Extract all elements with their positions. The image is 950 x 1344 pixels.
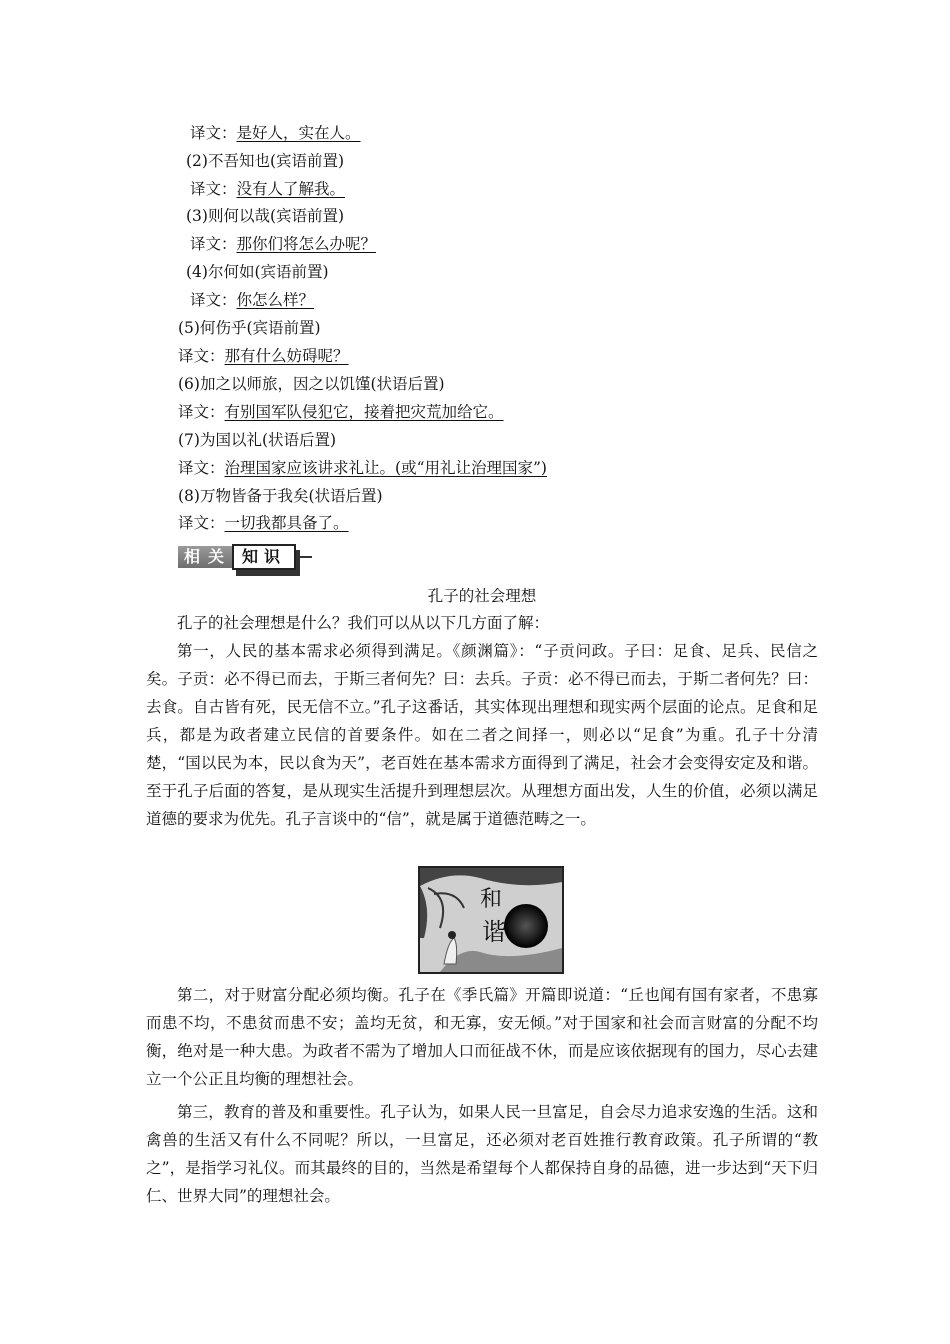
- translation-label: 译文：: [178, 347, 225, 365]
- harmony-char-2: 谐: [482, 918, 506, 946]
- translation-label: 译文：: [190, 124, 237, 142]
- translation-label: 译文：: [178, 514, 225, 532]
- translation-answer: 有别国军队侵犯它，接着把灾荒加给它。: [224, 403, 504, 421]
- harmony-artwork: [420, 868, 562, 972]
- translation-answer: 你怎么样？: [236, 291, 315, 309]
- article-paragraph-1: 第一，人民的基本需求必须得到满足。《颜渊篇》：“子贡问政。子曰：足食、足兵、民信之矣。子贡：必不得已而去，于斯三者何先？曰：去兵。子贡：必不得已而去，于斯二者何先？曰：去食。自古皆有死，民无信不立。”孔子这番话，其实体现出理想和现实两个层面的论点。足食和足兵，都是为政者建立民信的首要条件。如在二者之间择一，则必以“足食”为重。孔子十分清楚，“国以民为本，民以食为天”，老百姓在基本需求方面得到了满足，社会才会变得安定及和谐。至于孔子后面的答复，是从现实生活提升到理想层次。从理想方面出发，人生的价值，必须以满足道德的要求为优先。孔子言谈中的“信”，就是属于道德范畴之一。: [146, 642, 818, 828]
- translation-label: 译文：: [190, 291, 237, 309]
- translation-answer: 是好人，实在人。: [236, 124, 361, 142]
- banner-rule: [296, 556, 312, 558]
- translation-line-2: [190, 179, 345, 199]
- translation-line-6: [178, 402, 504, 422]
- translation-line-4: [190, 290, 314, 310]
- sentence-item-7: (7)为国以礼(状语后置): [178, 431, 337, 449]
- sentence-item-3: (3)则何以哉(宾语前置): [186, 207, 345, 225]
- article-intro: 孔子的社会理想是什么？我们可以从以下几方面了解：: [177, 614, 550, 632]
- translation-label: 译文：: [178, 459, 225, 477]
- translation-answer: 没有人了解我。: [236, 180, 346, 198]
- article-paragraph-3: 第三，教育的普及和重要性。孔子认为，如果人民一旦富足，自会尽力追求安逸的生活。这和禽兽的生活又有什么不同呢？所以，一旦富足，还必须对老百姓推行教育政策。孔子所谓的“教之”，是指学习礼仪。而其最终的目的，当然是希望每个人都保持自身的品德，进一步达到“天下归仁、世界大同”的理想社会。: [146, 1103, 818, 1205]
- translation-label: 译文：: [190, 180, 237, 198]
- translation-answer: 一切我都具备了。: [224, 514, 349, 532]
- translation-line-1: [190, 123, 361, 143]
- translation-answer: 那你们将怎么办呢？: [236, 235, 377, 253]
- sentence-item-5: (5)何伤乎(宾语前置): [178, 319, 321, 337]
- sentence-item-4: (4)尔何如(宾语前置): [186, 263, 329, 281]
- article-title: 孔子的社会理想: [427, 587, 537, 605]
- article-paragraph-2: 第二，对于财富分配必须均衡。孔子在《季氏篇》开篇即说道：“丘也闻有国有家者，不患寡而患不均，不患贫而患不安；盖均无贫，和无寡，安无倾。”对于国家和社会而言财富的分配不均衡，绝对是一种大患。为政者不需为了增加人口而征战不休，而是应该依据现有的国力，尽心去建立一个公正且均衡的理想社会。: [146, 986, 818, 1088]
- translation-label: 译文：: [190, 235, 237, 253]
- harmony-char-1: 和: [480, 887, 503, 912]
- translation-line-5: [178, 346, 349, 366]
- section-banner: [178, 544, 314, 576]
- sentence-item-6: (6)加之以师旅，因之以饥馑(状语后置): [178, 375, 445, 393]
- translation-line-7: [178, 458, 547, 478]
- sentence-item-2: (2)不吾知也(宾语前置): [186, 152, 345, 170]
- banner-label-knowledge: 知识: [232, 544, 296, 570]
- translation-line-3: [190, 234, 376, 254]
- harmony-illustration: [418, 866, 564, 974]
- translation-line-8: [178, 513, 349, 533]
- banner-label-related: 相关: [178, 546, 238, 568]
- translation-answer: 那有什么妨碍呢？: [224, 347, 349, 365]
- sentence-item-8: (8)万物皆备于我矣(状语后置): [178, 487, 383, 505]
- translation-label: 译文：: [178, 403, 225, 421]
- translation-answer: 治理国家应该讲求礼让。(或“用礼让治理国家”): [224, 459, 547, 477]
